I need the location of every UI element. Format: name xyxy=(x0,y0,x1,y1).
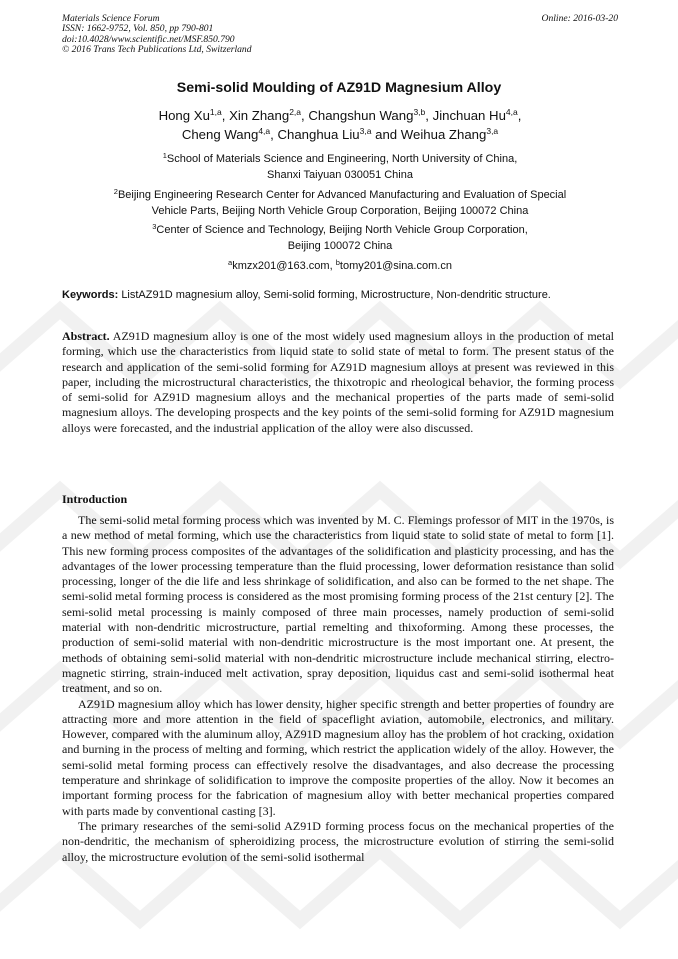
email-a[interactable]: kmzx201@163.com xyxy=(232,260,330,272)
author-4: Jinchuan Hu$^{4,a}$, xyxy=(432,107,522,123)
paragraph: AZ91D magnesium alloy which has lower density, higher specific strength and better properties of foundry are attracting more and more attention in the field of spaceflight aviation, automobile, electronics, and military. However, compared with the aluminum alloy, AZ91D magnesium alloy has the problem of hot cracking, oxidation and burning in the process of melting and forming, which restrict the application widely of the alloy. However, the semi-solid metal forming process can effectively resolve the disadvantages, and also decrease the processing temperature and shrinkage of solidification to improve the composite properties of the alloy. Now it becomes an important forming process for the fabrication of magnesium alloy with better mechanical properties compared with parts made by conventional casting [3]. xyxy=(62,696,614,818)
affiliation-2: $^2$Beijing Engineering Research Center for Advanced Manufacturing and Evaluation of Special Vehicle Parts, Beijing North Vehicle Group Corporation, Beijing 100072 China xyxy=(113,187,567,217)
keywords-label: Keywords: xyxy=(62,289,119,301)
paper-title: Semi-solid Moulding of AZ91D Magnesium Alloy xyxy=(176,80,502,96)
online-date: Online: 2016-03-20 xyxy=(541,13,618,24)
author-5: Cheng Wang$^{4,a}$, xyxy=(181,126,278,142)
abstract xyxy=(62,329,614,436)
keywords xyxy=(62,288,614,303)
author-6: Changhua Liu$^{3,a}$ and xyxy=(277,126,401,142)
author-list xyxy=(90,106,590,144)
abstract-text: AZ91D magnesium alloy is one of the most widely used magnesium alloys in the production of metal forming, which use the characteristics from liquid state to solid state of metal to form. The present status of the research and application of the semi-solid forming for AZ91D magnesium alloys at present was reviewed in this paper, including the microstructural characteristics, the thixotropic and rheological behavior, the forming process of semi-solid for AZ91D magnesium alloys and the mechanical properties of the parts made of semi-solid magnesium alloys. The developing prospects and the key points of the semi-solid forming for AZ91D magnesium alloys were forecasted, and the industrial application of the alloy were also discussed. xyxy=(62,329,614,435)
email-b[interactable]: tomy201@sina.com.cn xyxy=(339,260,452,272)
introduction-body xyxy=(62,513,614,865)
author-emails: $^a$kmzx201@163.com, $^b$tomy201@sina.com.cn xyxy=(228,258,452,272)
paragraph: The primary researches of the semi-solid AZ91D forming process focus on the mechanical properties of the non-dendritic, the mechanism of spheroidizing process, the microstructure evolution of stirring the semi-solid alloy, the microstructure evolution of the semi-solid isothermal xyxy=(62,818,614,864)
affiliation-3: $^3$Center of Science and Technology, Beijing North Vehicle Group Corporation, Beijing 100072 China xyxy=(152,222,528,252)
author-3: Changshun Wang$^{3,b}$, xyxy=(308,107,433,123)
section-heading-introduction: Introduction xyxy=(62,492,128,506)
doi-line[interactable]: doi:10.4028/www.scientific.net/MSF.850.790 xyxy=(62,33,235,45)
copyright-line: © 2016 Trans Tech Publications Ltd, Switzerland xyxy=(62,43,252,55)
journal-name: Materials Science Forum xyxy=(62,13,160,24)
issn-line: ISSN: 1662-9752, Vol. 850, pp 790-801 xyxy=(62,23,214,35)
author-7: Weihua Zhang$^{3,a}$ xyxy=(400,126,499,142)
paragraph: The semi-solid metal forming process which was invented by M. C. Flemings professor of MIT in the 1970s, is a new method of metal forming, which use the characteristics from liquid state to solid state of metal to form [1]. This new forming process composites of the advantages of the solidification and plasticity processing, and has the advantages of the lower processing temperature than the fluid processing, lower deformation resistance than solid processing, longer of the die life and less shrinkage of solidification, and also can be formed to the net shape. The semi-solid metal forming process is considered as the most promising forming process of the 21st century [2]. The semi-solid metal processing is mainly composed of three main processes, namely production of semi-solid material with non-dendritic microstructure, partial remelting and thixoforming. Among these processes, the production of semi-solid material with non-dendritic microstructure is the most important one. At present, the methods of obtaining semi-solid material with non-dendritic microstructure include mechanical stirring, electro-magnetic stirring, strain-induced melt activation, spray deposition, liquidus cast and semi-solid isothermal heat treatment, and so on. xyxy=(62,513,614,696)
journal-header xyxy=(62,14,618,55)
abstract-label: Abstract. xyxy=(62,329,110,343)
keywords-text: ListAZ91D magnesium alloy, Semi-solid forming, Microstructure, Non-dendritic structure. xyxy=(121,289,551,301)
affiliation-1: $^1$School of Materials Science and Engineering, North University of China, Shanxi Taiyuan 030051 China xyxy=(162,151,518,181)
author-1: Hong Xu$^{1,a}$, xyxy=(158,107,230,123)
author-2: Xin Zhang$^{2,a}$, xyxy=(229,107,309,123)
